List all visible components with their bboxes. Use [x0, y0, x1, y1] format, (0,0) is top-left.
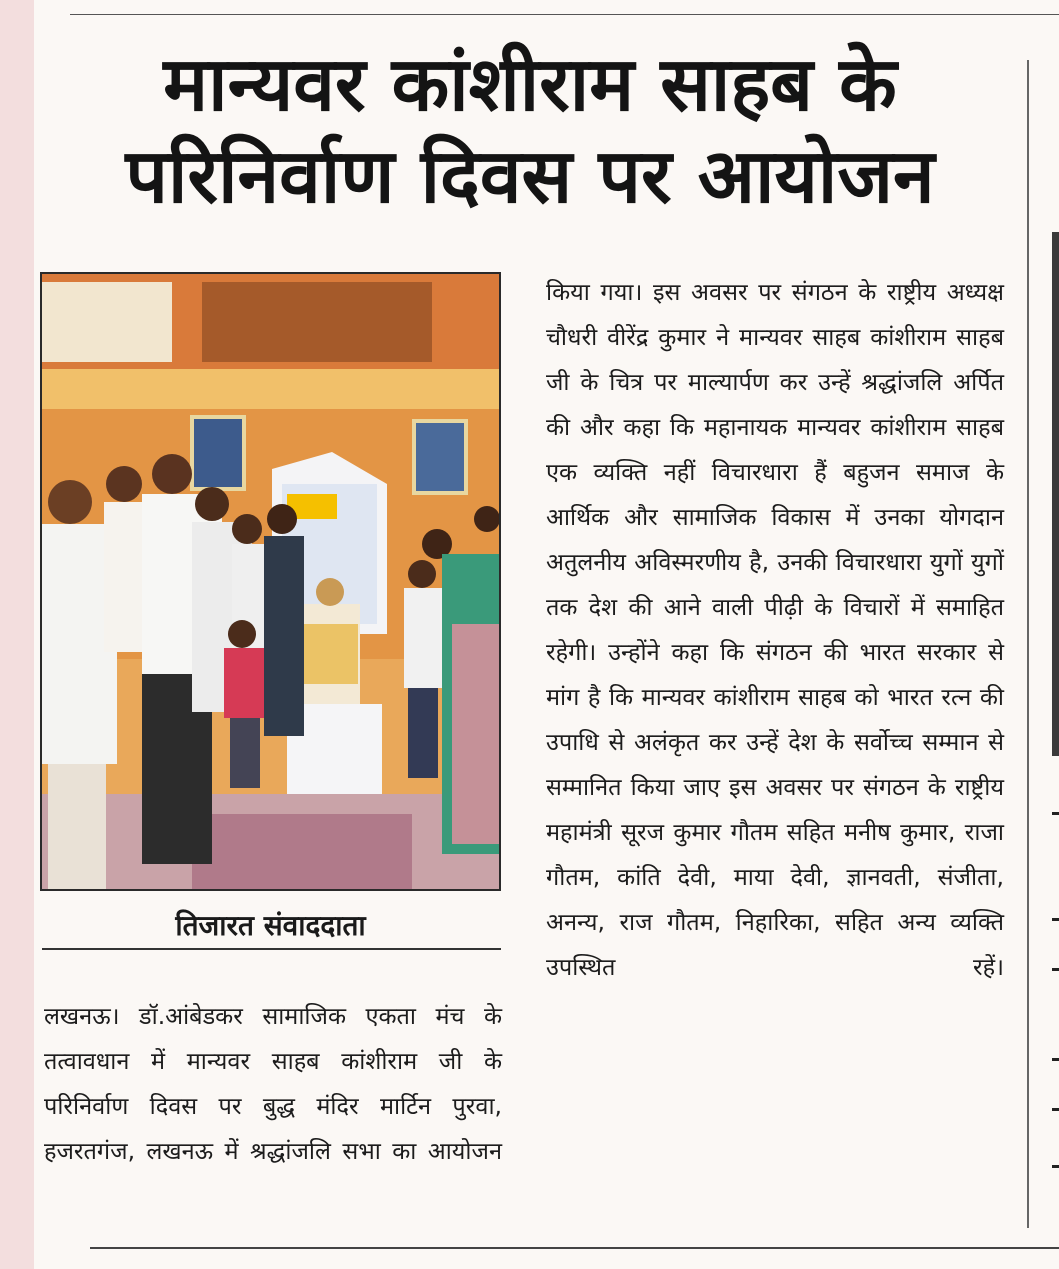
byline-rule: [42, 948, 501, 950]
adjacent-text-fragment: [1052, 812, 1059, 815]
column-rule: [1027, 60, 1029, 1228]
article-paragraph-1: लखनऊ। डॉ.आंबेडकर सामाजिक एकता मंच के तत्वावधान में मान्यवर साहब कांशीराम जी के परिनिर्वाण दिवस पर बुद्ध मंदिर मार्टिन पुरवा, हजरतगंज, लखनऊ में श्रद्धांजलि सभा का आयोजन: [44, 1002, 502, 1165]
adjacent-text-fragment: [1052, 968, 1059, 971]
bottom-rule: [90, 1247, 1059, 1249]
adjacent-article-photo-edge: [1052, 232, 1059, 756]
news-photo: [40, 272, 501, 891]
byline: तिजारत संवाददाता: [175, 909, 366, 942]
headline-line-2: परिनिर्वाण दिवस पर आयोजन: [125, 132, 935, 220]
group-photo-icon: [42, 274, 499, 889]
adjacent-text-fragment: [1052, 918, 1059, 921]
headline: [40, 38, 1020, 222]
article-paragraph-2: किया गया। इस अवसर पर संगठन के राष्ट्रीय अध्यक्ष चौधरी वीरेंद्र कुमार ने मान्यवर साहब कांशीराम साहब जी के चित्र पर माल्यार्पण कर उन्हें श्रद्धांजलि अर्पित की और कहा कि महानायक मान्यवर कांशीराम साहब एक व्यक्ति नहीं विचारधारा हैं बहुजन समाज के आर्थिक और सामाजिक विकास में उनका योगदान अतुलनीय अविस्मरणीय है, उनकी विचारधारा युगों युगों तक देश की आने वाली पीढ़ी के विचारों में समाहित रहेगी। उन्होंने कहा कि संगठन की भारत सरकार से मांग है कि मान्यवर कांशीराम साहब को भारत रत्न की उपाधि से अलंकृत कर उन्हें देश के सर्वोच्च सम्मान से सम्मानित किया जाए इस अवसर पर संगठन के राष्ट्रीय महामंत्री सूरज कुमार गौतम सहित मनीष कुमार, राजा गौतम, कांति देवी, माया देवी, ज्ञानवती, संजीता, अनन्य, राज गौतम, निहारिका, सहित अन्य व्यक्ति उपस्थित रहें।: [546, 278, 1004, 981]
adjacent-text-fragment: [1052, 1108, 1059, 1111]
adjacent-text-fragment: [1052, 1058, 1059, 1061]
adjacent-text-fragment: [1052, 1165, 1059, 1168]
headline-line-1: मान्यवर कांशीराम साहब के: [163, 40, 897, 128]
top-rule: [70, 14, 1059, 15]
page-margin-strip: [0, 0, 34, 1269]
